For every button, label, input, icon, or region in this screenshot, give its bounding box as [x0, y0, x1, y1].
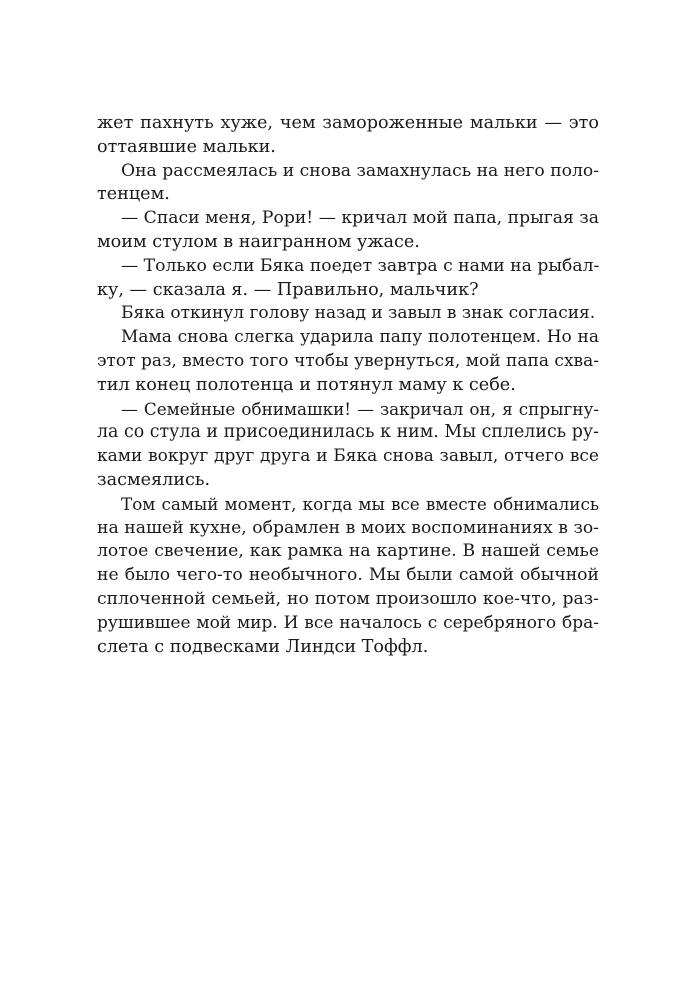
text-line: Мама снова слегка ударила папу полотенцем. Но на — [121, 327, 599, 348]
text-line: оттаявшие мальки. — [97, 136, 276, 157]
text-line: лотое свечение, как рамка на картине. В нашей семье — [97, 541, 599, 562]
text-line: засмеялись. — [97, 469, 211, 490]
text-line: слета с подвесками Линдси Тоффл. — [97, 636, 429, 657]
text-line: Том самый момент, когда мы все вместе обнимались — [121, 493, 599, 514]
text-line: Бяка откинул голову назад и завыл в знак согласия. — [121, 303, 596, 324]
text-line: этот раз, вместо того чтобы увернуться, мой папа схва- — [97, 350, 599, 371]
text-line: жет пахнуть хуже, чем замороженные мальки — это — [97, 113, 599, 133]
text-line: моим стулом в наигранном ужасе. — [97, 231, 420, 252]
text-line: ками вокруг друг друга и Бяка снова завыл, отчего все — [97, 446, 599, 467]
text-line: тенцем. — [97, 184, 170, 205]
text-line: Она рассмеялась и снова замахнулась на него поло- — [121, 160, 600, 181]
text-line: — Спаси меня, Рори! — кричал мой папа, прыгая за — [121, 208, 599, 229]
text-line: рушившее мой мир. И все началось с серебряного бра- — [97, 612, 599, 633]
text-line: — Семейные обнимашки! — закричал он, я спрыгну- — [121, 398, 599, 419]
text-line: на нашей кухне, обрамлен в моих воспоминаниях в зо- — [97, 517, 599, 538]
text-line: не было чего-то необычного. Мы были самой обычной — [97, 565, 599, 586]
text-line: сплоченной семьей, но потом произошло кое-что, раз- — [97, 588, 599, 609]
text-line: ку, — сказала я. — Правильно, мальчик? — [97, 279, 479, 300]
body-text — [97, 112, 599, 659]
text-line: — Только если Бяка поедет завтра с нами на рыбал- — [121, 255, 600, 276]
text-line: тил конец полотенца и потянул маму к себе. — [97, 374, 516, 395]
text-line: ла со стула и присоединилась к ним. Мы сплелись ру- — [97, 422, 599, 443]
